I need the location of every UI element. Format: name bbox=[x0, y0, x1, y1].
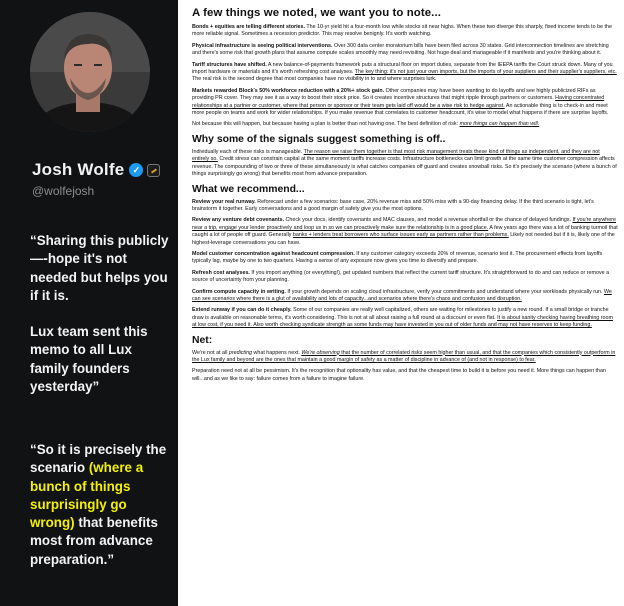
quote-scenario-highlight: (where a bunch of things surprisingly go wrong) bbox=[30, 460, 144, 531]
memo-rec-debt-body-1: Check your docs, identify covenants and MAC clauses, and model a revenue shortfall or the chance of delayed fundings. bbox=[284, 217, 573, 224]
memo-bonds-body: The 10-yr yield hit a four-month low while stocks sit near highs. When these two diverge this sharply, fixed income tends to be the more reliable signal. Sometimes a recession predictor. This may resolve benignly. It's worth watching. bbox=[192, 24, 612, 38]
quote-sharing: “Sharing this publicly—-hope it's not needed but helps you if it is. bbox=[30, 233, 169, 303]
memo-rec-runway-body: Reforecast under a few scenarios: base case, 20% revenue miss and 50% miss with a 90-day financing delay. If the third scenario is tight, let's brainstorm it together. Early conversations and a good margin of safety give you the most options. bbox=[192, 198, 594, 212]
memo-infrastructure-title: Physical infrastructure is seeing political interventions. bbox=[192, 42, 333, 49]
avatar[interactable] bbox=[30, 12, 150, 132]
memo-plan-body: Not because this will happen, but because having a plan is better than not having one. The best definition of risk: bbox=[192, 121, 460, 128]
memo-rec-compute-underline: We can see scenarios where there is a glut of availability and lots of capacity...and scenarios where there's chaos and confusion and disruption. bbox=[192, 288, 612, 302]
profile-name-row bbox=[32, 160, 160, 180]
memo-tariffs-title: Tariff structures have shifted. bbox=[192, 61, 267, 68]
verified-badge-icon: ✓ bbox=[129, 163, 143, 177]
memo-bonds-title: Bonds + equities are telling different stories. bbox=[192, 24, 305, 30]
memo-rec-concentration-title: Model customer concentration against headcount compression. bbox=[192, 250, 355, 257]
memo-paragraph-infrastructure bbox=[192, 43, 618, 58]
profile-name[interactable]: Josh Wolfe bbox=[32, 160, 125, 179]
memo-rec-debt-title: Review any venture debt covenants. bbox=[192, 217, 285, 224]
memo-document bbox=[178, 0, 624, 606]
avatar-photo bbox=[30, 12, 150, 132]
quote-scenario bbox=[30, 441, 170, 569]
memo-rec-debt-body-3: Likely not needed but if it is, likely one of the highest-leverage conversations you can have. bbox=[192, 232, 615, 246]
memo-heading-notes: A few things we noted, we want you to note... bbox=[192, 7, 441, 19]
memo-rec-compute-title: Confirm compute capacity in writing. bbox=[192, 288, 286, 295]
memo-rec-extend-body: Some of our companies are really well capitalized, others are waiting for milestones to justify a new round. If a small bridge or tranche draw is available on reasonable terms, it's worth considering. This is not at all about raising a full round at a discount or even flat. bbox=[192, 307, 609, 321]
memo-net-paragraph-2: Preparation need not at all be pessimism. It's the recognition that optionality has value, and that the cheapest time to build it is before you need it. More things can happen than will...and as we like to say: failure comes from a failure to imagine failure. bbox=[192, 368, 606, 382]
memo-rec-concentration bbox=[192, 251, 618, 266]
memo-heading-net: Net: bbox=[192, 334, 213, 346]
memo-paragraph-signals bbox=[192, 149, 618, 179]
memo-rec-extend-title: Extend runway if you can do it cheaply. bbox=[192, 307, 292, 314]
profile-handle[interactable]: @wolfejosh bbox=[32, 184, 95, 198]
memo-net-underline: that the number of correlated risks seem higher than usual, and that the companies which consistently outperform in the Lux family and beyond are the ones that maintain a good margin of safety as a matter of discipline in advance of (and not in response) to fear. bbox=[192, 349, 616, 363]
memo-net-paragraph-1 bbox=[192, 350, 618, 365]
quote-scenario-start: “So it is precisely the scenario bbox=[30, 442, 167, 476]
memo-rec-compute-body: If your growth depends on scaling cloud infrastructure, verify your commitments and understand where your workloads physically run. bbox=[285, 288, 604, 295]
quote-memo: Lux team sent this memo to all Lux family founders yesterday” bbox=[30, 324, 148, 394]
memo-markets-title: Markets rewarded Block's 50% workforce reduction with a 20%+ stock gain. bbox=[192, 87, 385, 94]
memo-heading-signals: Why some of the signals suggest something is off.. bbox=[192, 133, 446, 145]
memo-rec-debt-underline-2: banks + lenders treat borrowers who surface issues early as partners rather than problems. bbox=[292, 232, 509, 239]
memo-rec-debt-body-2: A few years ago there was a lot of banking turmoil that caught a lot of people off guard. Generally bbox=[192, 224, 618, 239]
quote-scenario-end: that benefits most from advance preparation.” bbox=[30, 515, 158, 567]
memo-markets-body-2: An actionable thing is to check-in and meet more people on teams and work for wider relationships. If you make revenue that correlates to customer headcount, it's wise to model what happens if there are surprise layoffs. bbox=[192, 102, 609, 117]
memo-rec-costs bbox=[192, 270, 618, 285]
memo-paragraph-markets bbox=[192, 88, 618, 118]
memo-rec-extend-underline: It is about sanity checking having breathing room at low cost, if you need it. Also worth checking syndicate strength as some funds may have invested in you out of older funds and may not have reserves to keep funding. bbox=[192, 314, 613, 329]
memo-rec-runway-title: Review your real runway. bbox=[192, 198, 256, 205]
memo-paragraph-bonds bbox=[192, 24, 618, 39]
memo-signals-body-1: Individually each of these risks is manageable. bbox=[192, 148, 304, 155]
memo-heading-recommend: What we recommend... bbox=[192, 183, 305, 195]
memo-signals-body-2: Credit stress can constrain capital at the same moment tariffs increase costs. Infrastructure bottlenecks can limit growth at the same time customer compression affects revenue. The compounding of two or three of these simultaneously is what catches companies off guard and creates snowball risks. So it's precisely the scenario (where a bunch of things surprisingly go wrong) that benefits most from advance preparation. bbox=[192, 156, 617, 178]
memo-tariffs-body-1: A new balance-of-payments framework puts a structural floor on import duties, separate from the IEEPA tariffs the Court struck down. Many of you import hardware or materials and it's worth refreshing cost analyses. bbox=[192, 61, 613, 76]
memo-rec-debt bbox=[192, 217, 618, 247]
memo-net-body-2: what happens next. bbox=[252, 349, 302, 356]
memo-rec-costs-body: If you import anything (or everything!), get updated numbers that reflect the current tariff structure. It's straightforward to do and can reduce or remove a source of uncertainty from your planning. bbox=[192, 269, 610, 284]
memo-markets-underline: Having concentrated relationships at a partner or customer, where that person or sponsor or their team gets laid off would be a wise risk to hedge against. bbox=[192, 95, 605, 109]
memo-tariffs-body-2: The real risk is the second degree that most companies have no visibility in to and where surprises lurk. bbox=[192, 76, 437, 83]
memo-markets-body-1: Other companies may have been wanting to do layoffs and see highly publicized RIFs as providing PR cover. They may see it as a way to boost their stock price. So it creates incentive structures that might ripple through partners or customers. bbox=[192, 87, 596, 102]
memo-tariffs-underline: The key thing: it's not just your own imports, but the imports of your suppliers and their supplier's suppliers, etc. bbox=[354, 69, 617, 76]
memo-plan-underline: more things can happen than will. bbox=[459, 121, 540, 128]
memo-rec-concentration-body: If any customer category exceeds 20% of revenue, scenario test it. The procurement effects from layoffs typically lag, maybe by one to two quarters. Having a sense of any exposure now gives you time to diversify and prepare. bbox=[192, 250, 603, 265]
memo-net-italic-1: predicting bbox=[228, 349, 253, 356]
memo-rec-runway bbox=[192, 199, 618, 214]
memo-signals-underline: The reason we raise them together is that most risk management treats these kind of things as independent, and they are not entirely so. bbox=[192, 148, 600, 163]
memo-infrastructure-body: Over 300 data center moratorium bills have been filed across 30 states. Grid interconnection timelines are stretching and there's some risk that growth plans that assume compute scales smoothly may need revisiting. Not huge deal and manageable if it manifests and you're thinking about it. bbox=[192, 42, 609, 57]
memo-rec-extend bbox=[192, 307, 618, 329]
memo-net-italic-2: We're observing bbox=[301, 349, 340, 356]
memo-rec-debt-underline-1: If you're anywhere near a trip, engage your lender proactively and loop us in so we can proactively make sure the relationship is in a good place. bbox=[192, 217, 616, 231]
left-panel bbox=[0, 0, 178, 606]
memo-rec-compute bbox=[192, 289, 618, 304]
affiliate-badge-icon bbox=[147, 164, 160, 177]
memo-rec-costs-title: Refresh cost analyses. bbox=[192, 269, 250, 276]
memo-paragraph-tariffs bbox=[192, 62, 618, 84]
memo-paragraph-plan bbox=[192, 121, 618, 128]
memo-net-body-1: We're not at all bbox=[192, 349, 229, 356]
